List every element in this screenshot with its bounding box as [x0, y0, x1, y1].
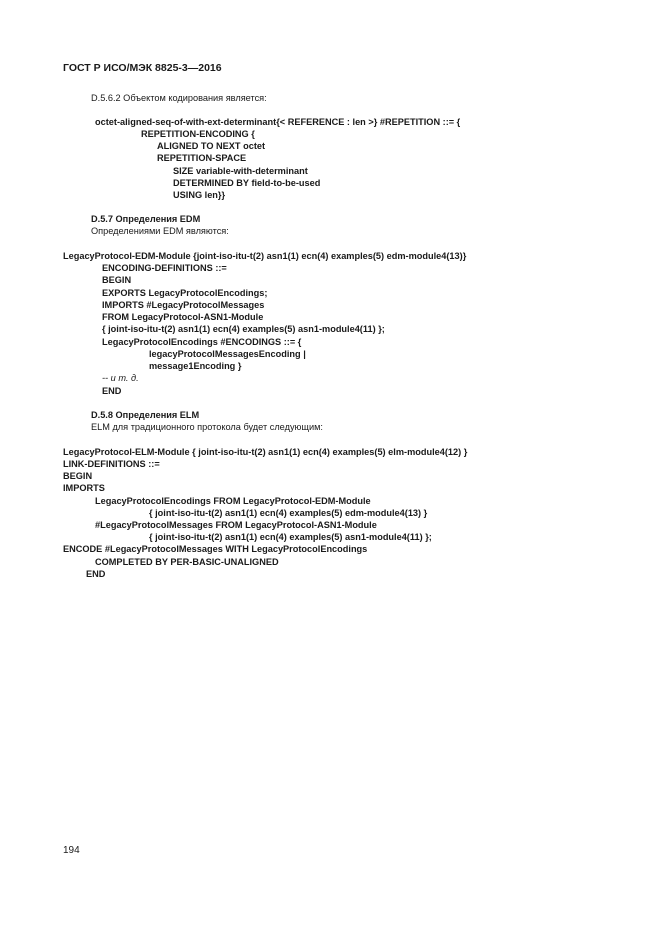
code-line: octet-aligned-seq-of-with-ext-determinant{< REFERENCE : len >} #REPETITION ::= {	[95, 117, 461, 127]
section-heading: D.5.7 Определения EDM	[91, 214, 201, 224]
code-line: END	[86, 569, 106, 579]
code-line: LegacyProtocolEncodings FROM LegacyProtocol-EDM-Module	[95, 496, 371, 506]
code-line: FROM LegacyProtocol-ASN1-Module	[102, 312, 264, 322]
code-line: REPETITION-SPACE	[157, 153, 247, 163]
code-line: LegacyProtocolEncodings #ENCODINGS ::= {	[102, 337, 302, 347]
code-line: SIZE variable-with-determinant	[173, 166, 308, 176]
paragraph-text: Определениями EDM являются:	[91, 226, 229, 236]
code-line: LegacyProtocol-EDM-Module {joint-iso-itu-t(2) asn1(1) ecn(4) examples(5) edm-module4(13)}	[63, 251, 467, 261]
code-comment: -- и т. д.	[102, 373, 139, 383]
code-line: IMPORTS	[63, 483, 105, 493]
code-line: message1Encoding }	[149, 361, 242, 371]
code-line: END	[102, 386, 122, 396]
code-line: BEGIN	[102, 275, 132, 285]
code-line: { joint-iso-itu-t(2) asn1(1) ecn(4) examples(5) asn1-module4(11) };	[102, 324, 385, 334]
code-line: LINK-DEFINITIONS ::=	[63, 459, 160, 469]
page-number: 194	[63, 845, 80, 856]
paragraph-text: ELM для традиционного протокола будет следующим:	[91, 422, 323, 432]
section-heading: D.5.8 Определения ELM	[91, 410, 200, 420]
code-line: #LegacyProtocolMessages FROM LegacyProtocol-ASN1-Module	[95, 520, 377, 530]
code-line: DETERMINED BY field-to-be-used	[173, 178, 321, 188]
code-line: ALIGNED TO NEXT octet	[157, 141, 266, 151]
code-line: legacyProtocolMessagesEncoding |	[149, 349, 306, 359]
code-line: USING len}}	[173, 190, 226, 200]
code-line: ENCODING-DEFINITIONS ::=	[102, 263, 227, 273]
code-line: EXPORTS LegacyProtocolEncodings;	[102, 288, 268, 298]
code-line: REPETITION-ENCODING {	[141, 129, 255, 139]
code-line: { joint-iso-itu-t(2) asn1(1) ecn(4) examples(5) edm-module4(13) }	[149, 508, 428, 518]
code-line: IMPORTS #LegacyProtocolMessages	[102, 300, 265, 310]
code-line: COMPLETED BY PER-BASIC-UNALIGNED	[95, 557, 279, 567]
code-line: ENCODE #LegacyProtocolMessages WITH LegacyProtocolEncodings	[63, 544, 368, 554]
paragraph-text: D.5.6.2 Объектом кодирования является:	[91, 93, 267, 103]
code-line: { joint-iso-itu-t(2) asn1(1) ecn(4) examples(5) asn1-module4(11) };	[149, 532, 432, 542]
code-line: BEGIN	[63, 471, 93, 481]
code-line: LegacyProtocol-ELM-Module { joint-iso-itu-t(2) asn1(1) ecn(4) examples(5) elm-module4(12) }	[63, 447, 468, 457]
document-header: ГОСТ Р ИСО/МЭК 8825-3—2016	[63, 62, 222, 74]
